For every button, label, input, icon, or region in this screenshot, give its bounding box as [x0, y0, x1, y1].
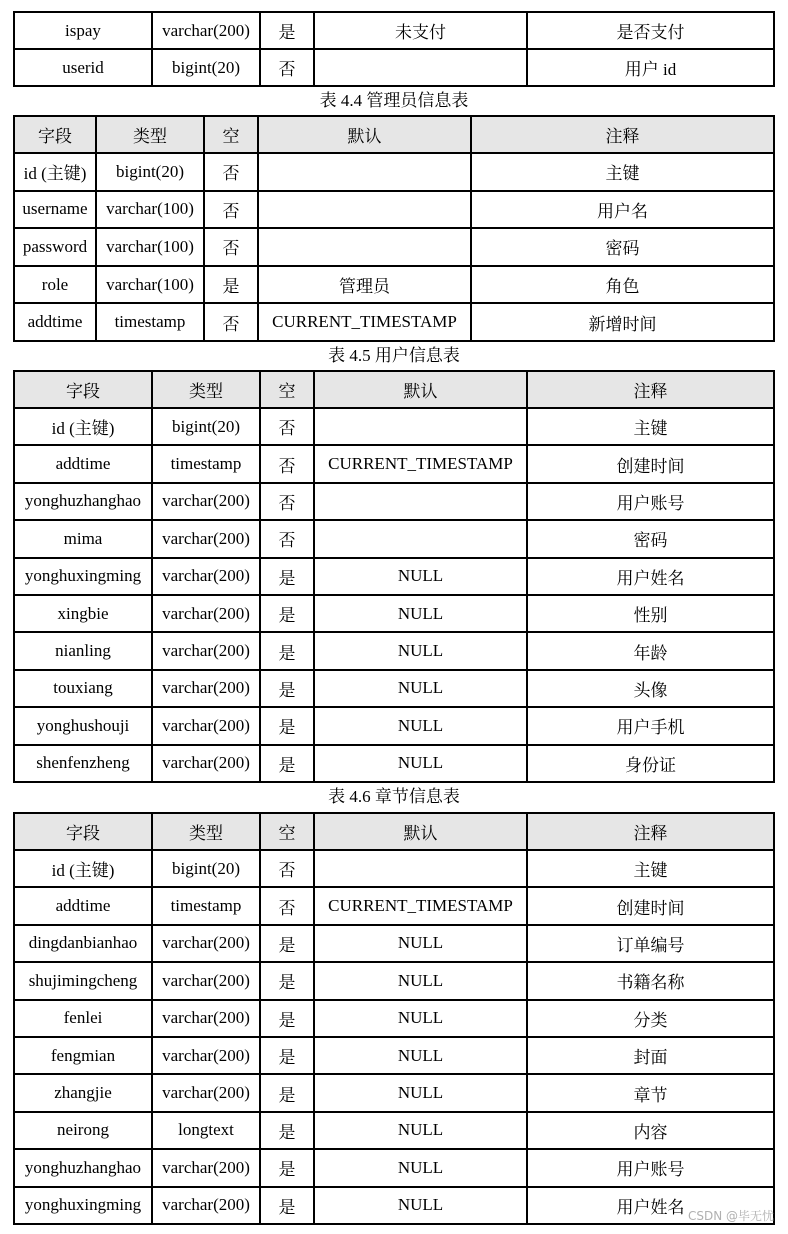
table-row — [14, 445, 774, 482]
table-cell: mima — [14, 520, 152, 557]
table-cell — [314, 850, 527, 887]
table-cell: varchar(100) — [96, 191, 204, 229]
table-cell: timestamp — [96, 303, 204, 341]
table-cell: NULL — [314, 595, 527, 632]
table-cell: NULL — [314, 1074, 527, 1111]
table-cell: 主键 — [471, 153, 774, 191]
table-cell: CURRENT_TIMESTAMP — [258, 303, 471, 341]
table-cell: 性别 — [527, 595, 774, 632]
table-row — [14, 670, 774, 707]
table-cell — [314, 483, 527, 520]
table-cell: 是 — [260, 1000, 314, 1037]
column-header: 注释 — [527, 813, 774, 850]
table-cell — [314, 49, 527, 86]
table-cell: 是 — [260, 745, 314, 782]
table-cell: 是 — [260, 595, 314, 632]
table-cell: dingdanbianhao — [14, 925, 152, 962]
table-cell: varchar(200) — [152, 520, 260, 557]
table-user — [13, 370, 775, 783]
table-row — [14, 962, 774, 999]
table-row — [14, 1112, 774, 1149]
table-cell: 是 — [204, 266, 258, 304]
table-cell — [314, 520, 527, 557]
table-row — [14, 850, 774, 887]
table-row — [14, 408, 774, 445]
table-cell: NULL — [314, 925, 527, 962]
table-row — [14, 266, 774, 304]
table-row — [14, 153, 774, 191]
table-cell: fengmian — [14, 1037, 152, 1074]
table-cell: varchar(200) — [152, 962, 260, 999]
table-cell: 是否支付 — [527, 12, 774, 49]
table-cell: 是 — [260, 925, 314, 962]
table-cell: password — [14, 228, 96, 266]
table-cell — [258, 153, 471, 191]
table-cell: 是 — [260, 1149, 314, 1186]
table-cell: NULL — [314, 670, 527, 707]
table-cell: role — [14, 266, 96, 304]
table-cell: NULL — [314, 707, 527, 744]
table-cell: 订单编号 — [527, 925, 774, 962]
table-cell: 是 — [260, 670, 314, 707]
table-cell: yonghuzhanghao — [14, 483, 152, 520]
table-cell: varchar(200) — [152, 745, 260, 782]
table-cell: 是 — [260, 558, 314, 595]
table-cell: varchar(200) — [152, 483, 260, 520]
table-cell: bigint(20) — [152, 850, 260, 887]
table-cell: NULL — [314, 632, 527, 669]
table-cell: 否 — [260, 887, 314, 924]
table-row — [14, 745, 774, 782]
table-cell: NULL — [314, 1187, 527, 1224]
table-cell: 密码 — [527, 520, 774, 557]
table-cell: varchar(200) — [152, 632, 260, 669]
table-cell: shujimingcheng — [14, 962, 152, 999]
table-cell: 角色 — [471, 266, 774, 304]
table-cell: varchar(200) — [152, 12, 260, 49]
table-cell: 否 — [204, 191, 258, 229]
table-row — [14, 887, 774, 924]
column-header: 类型 — [152, 371, 260, 408]
column-header: 字段 — [14, 813, 152, 850]
table-cell: yonghushouji — [14, 707, 152, 744]
table-row — [14, 1037, 774, 1074]
table-cell: NULL — [314, 1149, 527, 1186]
table-cell: ispay — [14, 12, 152, 49]
table-cell: 身份证 — [527, 745, 774, 782]
table-cell: 章节 — [527, 1074, 774, 1111]
table-row — [14, 1149, 774, 1186]
table-cell: 是 — [260, 1187, 314, 1224]
table-row — [14, 1074, 774, 1111]
table-cell: 书籍名称 — [527, 962, 774, 999]
table-cell: timestamp — [152, 887, 260, 924]
table-cell: varchar(100) — [96, 266, 204, 304]
table-cell: 是 — [260, 1112, 314, 1149]
table-row — [14, 228, 774, 266]
table-cell: 未支付 — [314, 12, 527, 49]
table-row — [14, 49, 774, 86]
table-cell: timestamp — [152, 445, 260, 482]
column-header: 默认 — [258, 116, 471, 153]
table-cell: 用户姓名 — [527, 1187, 774, 1224]
table-cell: NULL — [314, 745, 527, 782]
table-cell: 是 — [260, 962, 314, 999]
column-header: 空 — [260, 813, 314, 850]
table-cell: touxiang — [14, 670, 152, 707]
table-cell: 用户手机 — [527, 707, 774, 744]
table-cell: username — [14, 191, 96, 229]
table-row — [14, 595, 774, 632]
table-cell: 否 — [260, 520, 314, 557]
table-cell: nianling — [14, 632, 152, 669]
table-caption-admin: 表 4.4 管理员信息表 — [319, 91, 469, 110]
table-row — [14, 1000, 774, 1037]
table-cell: varchar(200) — [152, 1074, 260, 1111]
table-cell: bigint(20) — [96, 153, 204, 191]
table-cell: CURRENT_TIMESTAMP — [314, 887, 527, 924]
table-cell: varchar(200) — [152, 1187, 260, 1224]
table-cell: CURRENT_TIMESTAMP — [314, 445, 527, 482]
table-cell: varchar(200) — [152, 707, 260, 744]
table-cell: varchar(200) — [152, 925, 260, 962]
table-cell: id (主键) — [14, 850, 152, 887]
table-cell: zhangjie — [14, 1074, 152, 1111]
table-cell: 头像 — [527, 670, 774, 707]
table-cell: 是 — [260, 12, 314, 49]
table-row — [14, 12, 774, 49]
table-cell: 否 — [260, 49, 314, 86]
table-cell: bigint(20) — [152, 49, 260, 86]
table-cell: 创建时间 — [527, 887, 774, 924]
table-cell: xingbie — [14, 595, 152, 632]
column-header: 类型 — [152, 813, 260, 850]
column-header: 类型 — [96, 116, 204, 153]
table-cell: varchar(200) — [152, 558, 260, 595]
table-cell: shenfenzheng — [14, 745, 152, 782]
table-cell: varchar(200) — [152, 1037, 260, 1074]
table-cell: 封面 — [527, 1037, 774, 1074]
table-cell: NULL — [314, 1000, 527, 1037]
table-cell: 否 — [204, 228, 258, 266]
table-cell: 是 — [260, 707, 314, 744]
table-caption-chapter: 表 4.6 章节信息表 — [328, 787, 460, 806]
table-cell: userid — [14, 49, 152, 86]
column-header: 空 — [204, 116, 258, 153]
table-row — [14, 925, 774, 962]
table-cell: 否 — [260, 483, 314, 520]
table-row — [14, 707, 774, 744]
column-header: 字段 — [14, 116, 96, 153]
table-cell: 内容 — [527, 1112, 774, 1149]
column-header: 注释 — [471, 116, 774, 153]
table-caption-user: 表 4.5 用户信息表 — [328, 346, 460, 365]
table-cell: 是 — [260, 632, 314, 669]
table-cell: addtime — [14, 887, 152, 924]
table-cell: varchar(200) — [152, 1149, 260, 1186]
column-header: 注释 — [527, 371, 774, 408]
table-cell: 否 — [260, 850, 314, 887]
table-cell: yonghuxingming — [14, 1187, 152, 1224]
table-cell: 新增时间 — [471, 303, 774, 341]
column-header: 空 — [260, 371, 314, 408]
table-cell — [258, 228, 471, 266]
column-header: 默认 — [314, 813, 527, 850]
table-cell: NULL — [314, 962, 527, 999]
table-cell: 密码 — [471, 228, 774, 266]
table-cell: 否 — [260, 408, 314, 445]
table-cell: varchar(100) — [96, 228, 204, 266]
table-row — [14, 558, 774, 595]
table-cell: yonghuzhanghao — [14, 1149, 152, 1186]
table-row — [14, 632, 774, 669]
table-cell: fenlei — [14, 1000, 152, 1037]
table-cell: NULL — [314, 1037, 527, 1074]
table-cell: 用户 id — [527, 49, 774, 86]
table-cell: id (主键) — [14, 408, 152, 445]
table-cell: 否 — [260, 445, 314, 482]
table-cell: varchar(200) — [152, 670, 260, 707]
table-cell: 年龄 — [527, 632, 774, 669]
table-cell: addtime — [14, 445, 152, 482]
table-chapter — [13, 812, 775, 1225]
table-cell — [314, 408, 527, 445]
table-continued — [13, 11, 775, 87]
table-cell: 分类 — [527, 1000, 774, 1037]
table-cell: 否 — [204, 303, 258, 341]
table-cell: id (主键) — [14, 153, 96, 191]
table-row — [14, 303, 774, 341]
table-cell: neirong — [14, 1112, 152, 1149]
column-header: 字段 — [14, 371, 152, 408]
table-cell: NULL — [314, 558, 527, 595]
table-cell: 用户账号 — [527, 1149, 774, 1186]
table-cell: longtext — [152, 1112, 260, 1149]
table-cell: varchar(200) — [152, 1000, 260, 1037]
table-cell: 管理员 — [258, 266, 471, 304]
table-cell: addtime — [14, 303, 96, 341]
table-cell: 用户名 — [471, 191, 774, 229]
table-cell: bigint(20) — [152, 408, 260, 445]
table-admin — [13, 115, 775, 342]
table-cell: NULL — [314, 1112, 527, 1149]
table-cell: 否 — [204, 153, 258, 191]
table-row — [14, 520, 774, 557]
table-cell: 用户姓名 — [527, 558, 774, 595]
table-cell: 是 — [260, 1074, 314, 1111]
table-row — [14, 1187, 774, 1224]
table-cell: yonghuxingming — [14, 558, 152, 595]
table-cell: 用户账号 — [527, 483, 774, 520]
watermark: CSDN @毕无忧 — [687, 1209, 774, 1223]
column-header: 默认 — [314, 371, 527, 408]
table-cell: 是 — [260, 1037, 314, 1074]
table-cell: 创建时间 — [527, 445, 774, 482]
table-cell: 主键 — [527, 408, 774, 445]
table-cell — [258, 191, 471, 229]
table-row — [14, 191, 774, 229]
table-cell: 主键 — [527, 850, 774, 887]
table-row — [14, 483, 774, 520]
table-cell: varchar(200) — [152, 595, 260, 632]
